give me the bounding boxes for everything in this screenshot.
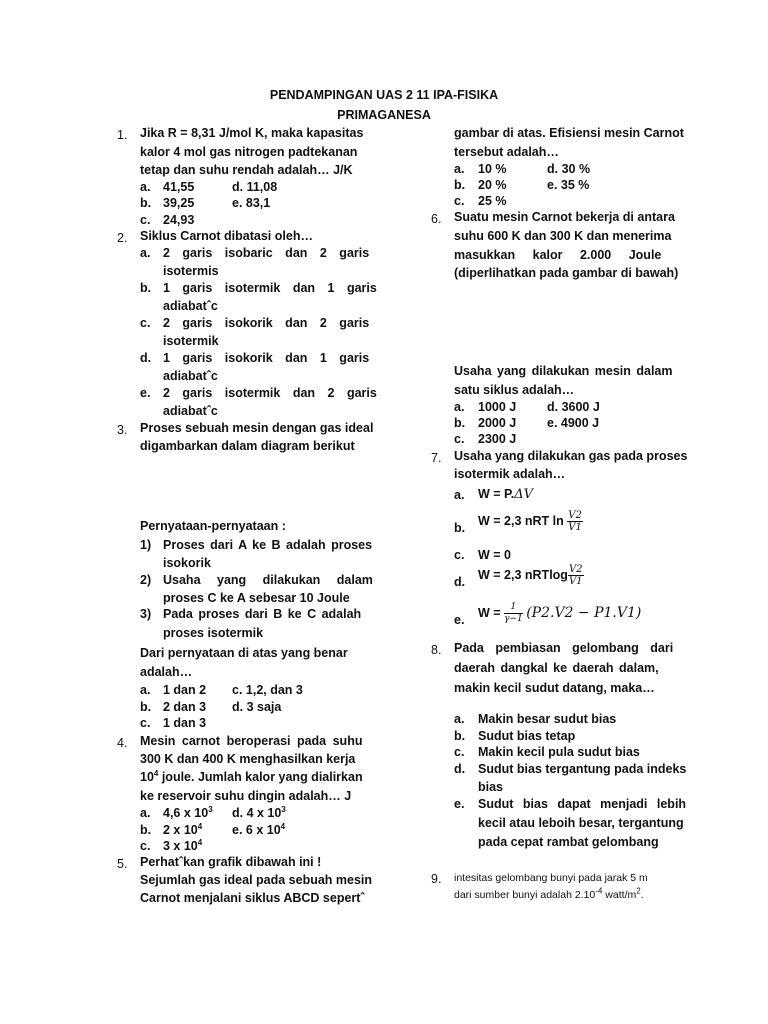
question-number: 7.: [431, 451, 442, 465]
option-label: b.: [140, 281, 152, 295]
option-e: 2 garis isotermik dan 2 garis: [163, 386, 377, 400]
option-label: b.: [454, 521, 466, 535]
option-a: 1 dan 2: [163, 683, 207, 697]
option-label: d.: [140, 351, 152, 365]
question-line: Perhatˆkan grafik dibawah ini !: [140, 855, 322, 869]
option-label: a.: [454, 400, 465, 414]
question-line: masukkan kalor 2.000 Joule: [454, 248, 662, 262]
option-b: 39,25: [163, 196, 195, 210]
question-line: [454, 888, 644, 903]
option-label: b.: [140, 823, 152, 837]
power-base: 4,6 x 10: [163, 806, 209, 820]
question-line: gambar di atas. Efisiensi mesin Carnot: [454, 126, 684, 140]
pressure-volume-expression: (P2.V2 − P1.V1): [526, 605, 642, 621]
option-d: [232, 806, 286, 821]
option-a: 2 garis isobaric dan 2 garis: [163, 246, 370, 260]
option-b: [163, 823, 202, 838]
option-a: 1000 J: [478, 400, 517, 414]
option-label: d.: [454, 762, 466, 776]
option-d: d. 30 %: [547, 162, 591, 176]
question-line: Carnot menjalani siklus ABCD sepertˆ: [140, 891, 365, 905]
fraction-denominator: V1: [568, 522, 582, 534]
statements-heading: Pernyataan-pernyataan :: [140, 519, 286, 533]
fraction-numerator: V2: [568, 564, 583, 576]
option-text: W = 2,3 nRT ln: [478, 514, 564, 528]
page-title: PENDAMPINGAN UAS 2 11 IPA-FISIKA: [269, 88, 499, 102]
option-e: [478, 598, 641, 628]
statement-3: Pada proses dari B ke C adalah: [163, 607, 362, 621]
option-b: [478, 506, 583, 536]
question-ask: satu siklus adalah…: [454, 383, 575, 397]
fraction-v2-v1: [567, 510, 583, 533]
option-label: a.: [140, 180, 151, 194]
power-exp: -4: [595, 886, 603, 896]
option-label: c.: [140, 716, 151, 730]
option-e: e. 4900 J: [547, 416, 600, 430]
question-ask: adalah…: [140, 665, 193, 679]
option-e-cont: kecil atau leboih besar, tergantung: [478, 816, 684, 830]
option-a: 10 %: [478, 162, 507, 176]
fraction-numerator: V2: [568, 510, 582, 522]
question-number: 9.: [431, 872, 442, 886]
option-c: c. 1,2, dan 3: [232, 683, 303, 697]
option-c-cont: isotermik: [163, 334, 219, 348]
question-line: intesitas gelombang bunyi pada jarak 5 m: [454, 872, 648, 884]
question-number: 3.: [117, 423, 128, 437]
option-label: b.: [140, 196, 152, 210]
option-label: c.: [454, 194, 465, 208]
option-a: Makin besar sudut bias: [478, 712, 617, 726]
option-b: Sudut bias tetap: [478, 729, 576, 743]
option-d: Sudut bias tergantung pada indeks: [478, 762, 687, 776]
option-b: 2000 J: [478, 416, 517, 430]
question-number: 6.: [431, 212, 442, 226]
option-e: e. 83,1: [232, 196, 271, 210]
option-b: 20 %: [478, 178, 507, 192]
fraction-one-over-gamma: [504, 602, 523, 625]
option-d: d. 3 saja: [232, 700, 282, 714]
statement-number: 2): [140, 573, 152, 587]
statement-2: Usaha yang dilakukan dalam: [163, 573, 373, 587]
statement-number: 1): [140, 538, 152, 552]
question-line: Mesin carnot beroperasi pada suhu: [140, 734, 363, 748]
question-ask: Dari pernyataan di atas yang benar: [140, 646, 348, 660]
question-line: Pada pembiasan gelombang dari: [454, 641, 674, 655]
question-line: Usaha yang dilakukan gas pada proses: [454, 449, 688, 463]
question-line: tersebut adalah…: [454, 145, 559, 159]
option-e: e. 35 %: [547, 178, 590, 192]
question-number: 5.: [117, 857, 128, 871]
fraction-v2-v1: [568, 564, 584, 587]
option-label: b.: [140, 700, 152, 714]
option-c: W = 0: [478, 548, 511, 562]
question-line: Jika R = 8,31 J/mol K, maka kapasitas: [140, 126, 364, 140]
option-c: 25 %: [478, 194, 507, 208]
option-text: W = 2,3 nRTlog: [478, 568, 568, 582]
option-c: 2 garis isokorik dan 2 garis: [163, 316, 370, 330]
option-label: a.: [140, 246, 151, 260]
option-e-cont: adiabatˆc: [163, 404, 218, 418]
statement-1-cont: isokorik: [163, 556, 211, 570]
option-e-cont: pada cepat rambat gelombang: [478, 835, 659, 849]
question-line: digambarkan dalam diagram berikut: [140, 439, 355, 453]
option-a-cont: isotermis: [163, 264, 219, 278]
option-label: c.: [140, 213, 151, 227]
option-label: c.: [140, 839, 151, 853]
question-line: tetap dan suhu rendah adalah… J/K: [140, 163, 353, 177]
power-exp: 3: [208, 804, 213, 814]
option-label: b.: [454, 729, 466, 743]
delta-v-math: ΔV: [514, 487, 534, 502]
question-line: ke reservoir suhu dingin adalah… J: [140, 789, 352, 803]
power-exp: 3: [281, 804, 286, 814]
option-a: 41,55: [163, 180, 195, 194]
option-label: c.: [454, 548, 465, 562]
option-e: [232, 823, 285, 838]
option-label: a.: [454, 162, 465, 176]
question-line: Proses sebuah mesin dengan gas ideal: [140, 421, 374, 435]
power-base: d. 4 x 10: [232, 806, 282, 820]
option-b-cont: adiabatˆc: [163, 299, 218, 313]
question-number: 8.: [431, 643, 442, 657]
question-line: 300 K dan 400 K menghasilkan kerja: [140, 752, 356, 766]
option-e: Sudut bias dapat menjadi lebih: [478, 797, 687, 811]
question-ask: Usaha yang dilakukan mesin dalam: [454, 364, 673, 378]
power-exp: 2: [636, 886, 641, 896]
option-d: d. 3600 J: [547, 400, 600, 414]
question-line: Siklus Carnot dibatasi oleh…: [140, 229, 313, 243]
question-line: Sejumlah gas ideal pada sebuah mesin: [140, 873, 373, 887]
statement-3-cont: proses isotermik: [163, 626, 264, 640]
option-label: c.: [454, 432, 465, 446]
option-text: W = P.: [478, 487, 515, 501]
line-text: dari sumber bunyi adalah 2.10: [454, 889, 596, 901]
power-exp: 4: [153, 768, 159, 778]
power-base: 10: [140, 770, 154, 784]
option-label: a.: [140, 683, 151, 697]
power-base: e. 6 x 10: [232, 823, 281, 837]
question-line: kalor 4 mol gas nitrogen padtekanan: [140, 145, 358, 159]
line-text: joule. Jumlah kalor yang dialirkan: [158, 770, 363, 784]
page-subtitle: PRIMAGANESA: [337, 108, 431, 122]
statement-number: 3): [140, 607, 152, 621]
option-a: [478, 484, 533, 505]
power-exp: 4: [197, 821, 203, 831]
power-base: 3 x 10: [163, 839, 198, 853]
option-d: d. 11,08: [232, 180, 278, 194]
option-label: e.: [454, 797, 465, 811]
option-text: W =: [478, 606, 501, 620]
line-text: .: [640, 889, 644, 901]
option-d-cont: bias: [478, 780, 504, 794]
option-label: a.: [454, 488, 465, 502]
option-label: a.: [140, 806, 151, 820]
question-number: 2.: [117, 231, 128, 245]
statement-2-cont: proses C ke A sebesar 10 Joule: [163, 591, 350, 605]
line-text: watt/m: [602, 889, 637, 901]
option-label: b.: [454, 416, 466, 430]
question-line: daerah dangkal ke daerah dalam,: [454, 661, 659, 675]
option-c: 24,93: [163, 213, 195, 227]
question-line: suhu 600 K dan 300 K dan menerima: [454, 229, 672, 243]
option-label: b.: [454, 178, 466, 192]
option-c: Makin kecil pula sudut bias: [478, 745, 640, 759]
fraction-numerator: 1: [504, 602, 523, 614]
option-d-cont: adiabatˆc: [163, 369, 218, 383]
fraction-denominator: V1: [568, 576, 583, 588]
question-line: (diperlihatkan pada gambar di bawah): [454, 266, 679, 280]
option-c: 2300 J: [478, 432, 517, 446]
question-line: makin kecil sudut datang, maka…: [454, 681, 655, 695]
power-exp: 4: [280, 821, 286, 831]
option-b: 2 dan 3: [163, 700, 207, 714]
option-label: d.: [454, 575, 466, 589]
question-line: [140, 770, 363, 785]
question-number: 4.: [117, 736, 128, 750]
question-line: isotermik adalah…: [454, 467, 566, 481]
statement-1: Proses dari A ke B adalah proses: [163, 538, 373, 552]
option-b: 1 garis isotermik dan 1 garis: [163, 281, 377, 295]
option-c: [163, 839, 202, 854]
option-label: e.: [140, 386, 151, 400]
fraction-denominator: γ−1: [504, 614, 523, 625]
option-a: [163, 806, 213, 821]
question-number: 1.: [117, 128, 128, 142]
option-label: a.: [454, 712, 465, 726]
option-c-alt: 1 dan 3: [163, 716, 207, 730]
option-label: c.: [454, 745, 465, 759]
option-label: e.: [454, 613, 465, 627]
question-line: Suatu mesin Carnot bekerja di antara: [454, 210, 675, 224]
option-label: c.: [140, 316, 151, 330]
option-d: [478, 560, 584, 590]
power-exp: 4: [197, 837, 203, 847]
option-d: 1 garis isokorik dan 1 garis: [163, 351, 370, 365]
power-base: 2 x 10: [163, 823, 198, 837]
